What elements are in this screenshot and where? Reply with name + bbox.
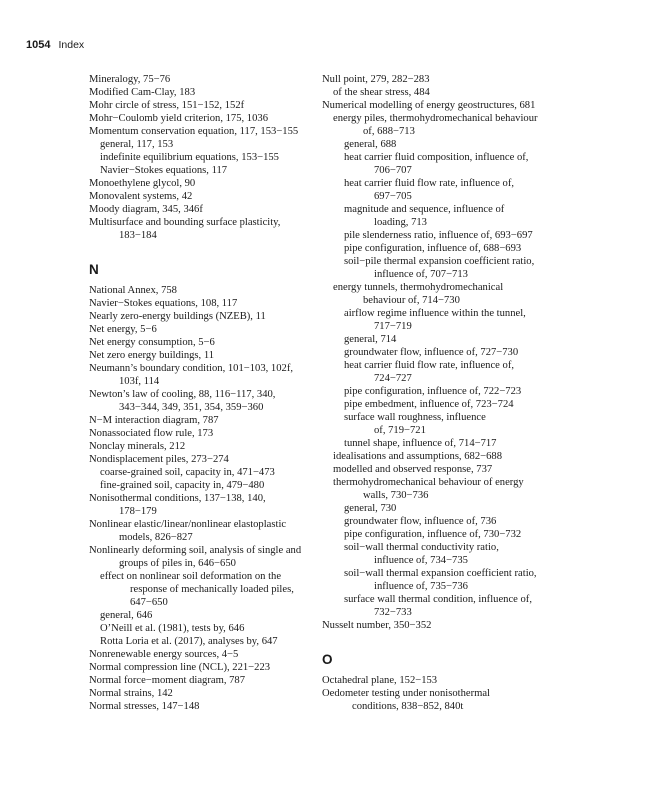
index-entry: Normal compression line (NCL), 221−223	[89, 662, 271, 673]
index-entry: Nonrenewable energy sources, 4−5	[89, 649, 239, 660]
page-header	[26, 39, 84, 51]
index-entry: N−M interaction diagram, 787	[89, 415, 219, 426]
index-entry: Nonlinear elastic/linear/nonlinear elastoplastic	[89, 519, 287, 530]
index-entry: Numerical modelling of energy geostructures, 681	[322, 100, 536, 111]
index-entry: heat carrier fluid flow rate, influence of,	[344, 360, 515, 371]
index-entry: Net zero energy buildings, 11	[89, 350, 215, 361]
index-entry: Normal strains, 142	[89, 688, 173, 699]
index-entry: 647−650	[130, 597, 168, 608]
index-entry: 724−727	[374, 373, 412, 384]
index-entry: general, 117, 153	[100, 139, 174, 150]
index-entry: groups of piles in, 646−650	[119, 558, 236, 569]
index-entry: Nonlinearly deforming soil, analysis of single and	[89, 545, 302, 556]
section-letter: N	[89, 262, 99, 277]
index-entry: influence of, 735−736	[374, 581, 468, 592]
index-entry: 732−733	[374, 607, 412, 618]
index-entry: 183−184	[119, 230, 157, 241]
index-entry: effect on nonlinear soil deformation on the	[100, 571, 282, 582]
index-entry: walls, 730−736	[363, 490, 429, 501]
index-entry: Moody diagram, 345, 346f	[89, 204, 203, 215]
index-entry: Net energy, 5−6	[89, 324, 157, 335]
index-entry: Multisurface and bounding surface plasticity,	[89, 217, 281, 228]
index-entry: National Annex, 758	[89, 285, 177, 296]
index-entry: pile slenderness ratio, influence of, 693−697	[344, 230, 533, 241]
index-entry: pipe configuration, influence of, 722−723	[344, 386, 522, 397]
index-entry: 103f, 114	[119, 376, 160, 387]
section-letter: O	[322, 652, 333, 667]
index-entry: behaviour of, 714−730	[363, 295, 460, 306]
index-entry: soil−wall thermal expansion coefficient ratio,	[344, 568, 537, 579]
index-entry: general, 646	[100, 610, 153, 621]
index-entry: Mohr circle of stress, 151−152, 152f	[89, 100, 245, 111]
index-entry: O’Neill et al. (1981), tests by, 646	[100, 623, 245, 634]
index-entry: of, 719−721	[374, 425, 426, 436]
index-entry: Monovalent systems, 42	[89, 191, 193, 202]
index-entry: influence of, 734−735	[374, 555, 468, 566]
index-entry: Rotta Loria et al. (2017), analyses by, 647	[100, 636, 278, 647]
index-entry: soil−pile thermal expansion coefficient ratio,	[344, 256, 535, 267]
index-entry: tunnel shape, influence of, 714−717	[344, 438, 497, 449]
index-entry: magnitude and sequence, influence of	[344, 204, 505, 215]
index-entry: coarse-grained soil, capacity in, 471−473	[100, 467, 275, 478]
index-entry: of, 688−713	[363, 126, 415, 137]
index-entry: fine-grained soil, capacity in, 479−480	[100, 480, 265, 491]
index-entry: indefinite equilibrium equations, 153−155	[100, 152, 279, 163]
index-entry: thermohydromechanical behaviour of energy	[333, 477, 524, 488]
index-entry: Newton’s law of cooling, 88, 116−117, 340,	[89, 389, 276, 400]
index-entry: Nonclay minerals, 212	[89, 441, 186, 452]
index-entry: Neumann’s boundary condition, 101−103, 102f,	[89, 363, 293, 374]
index-entry: Nonisothermal conditions, 137−138, 140,	[89, 493, 266, 504]
index-entry: 178−179	[119, 506, 157, 517]
index-entry: surface wall roughness, influence	[344, 412, 486, 423]
index-entry: Mineralogy, 75−76	[89, 74, 171, 85]
page-number: 1054	[26, 39, 51, 51]
index-entry: 717−719	[374, 321, 412, 332]
index-entry: Normal force−moment diagram, 787	[89, 675, 246, 686]
index-entry: surface wall thermal condition, influence of,	[344, 594, 532, 605]
running-head: Index	[58, 39, 85, 51]
index-entry: 697−705	[374, 191, 412, 202]
index-entry: general, 730	[344, 503, 397, 514]
index-entry: Mohr−Coulomb yield criterion, 175, 1036	[89, 113, 268, 124]
index-entry: airflow regime influence within the tunnel,	[344, 308, 526, 319]
index-entry: 343−344, 349, 351, 354, 359−360	[119, 402, 264, 413]
index-entry: Navier−Stokes equations, 117	[100, 165, 228, 176]
index-entry: Nearly zero-energy buildings (NZEB), 11	[89, 311, 266, 322]
index-entry: loading, 713	[374, 217, 427, 228]
index-entry: soil−wall thermal conductivity ratio,	[344, 542, 499, 553]
index-entry: conditions, 838−852, 840t	[352, 701, 464, 712]
index-entry: Oedometer testing under nonisothermal	[322, 688, 490, 699]
index-entry: groundwater flow, influence of, 727−730	[344, 347, 519, 358]
index-entry: general, 714	[344, 334, 397, 345]
index-entry: heat carrier fluid composition, influence of,	[344, 152, 529, 163]
index-column-right	[322, 73, 557, 713]
index-entry: energy piles, thermohydromechanical behaviour	[333, 113, 538, 124]
index-entry: response of mechanically loaded piles,	[130, 584, 294, 595]
index-entry: pipe embedment, influence of, 723−724	[344, 399, 514, 410]
index-entry: models, 826−827	[119, 532, 193, 543]
index-column-left	[89, 73, 321, 713]
index-entry: Octahedral plane, 152−153	[322, 675, 438, 686]
index-entry: Monoethylene glycol, 90	[89, 178, 196, 189]
index-entry: Nusselt number, 350−352	[322, 620, 432, 631]
index-entry: Navier−Stokes equations, 108, 117	[89, 298, 238, 309]
index-entry: idealisations and assumptions, 682−688	[333, 451, 502, 462]
index-entry: heat carrier fluid flow rate, influence of,	[344, 178, 515, 189]
index-entry: energy tunnels, thermohydromechanical	[333, 282, 504, 293]
index-entry: Net energy consumption, 5−6	[89, 337, 215, 348]
index-entry: of the shear stress, 484	[333, 87, 430, 98]
index-entry: influence of, 707−713	[374, 269, 468, 280]
index-entry: modelled and observed response, 737	[333, 464, 493, 475]
index-entry: Momentum conservation equation, 117, 153−155	[89, 126, 299, 137]
index-entry: pipe configuration, influence of, 730−732	[344, 529, 522, 540]
index-entry: Nonassociated flow rule, 173	[89, 428, 214, 439]
index-entry: Null point, 279, 282−283	[322, 74, 430, 85]
index-entry: 706−707	[374, 165, 412, 176]
index-entry: Modified Cam-Clay, 183	[89, 87, 196, 98]
index-entry: pipe configuration, influence of, 688−693	[344, 243, 522, 254]
index-entry: groundwater flow, influence of, 736	[344, 516, 497, 527]
index-entry: general, 688	[344, 139, 397, 150]
index-entry: Normal stresses, 147−148	[89, 701, 200, 712]
index-entry: Nondisplacement piles, 273−274	[89, 454, 229, 465]
